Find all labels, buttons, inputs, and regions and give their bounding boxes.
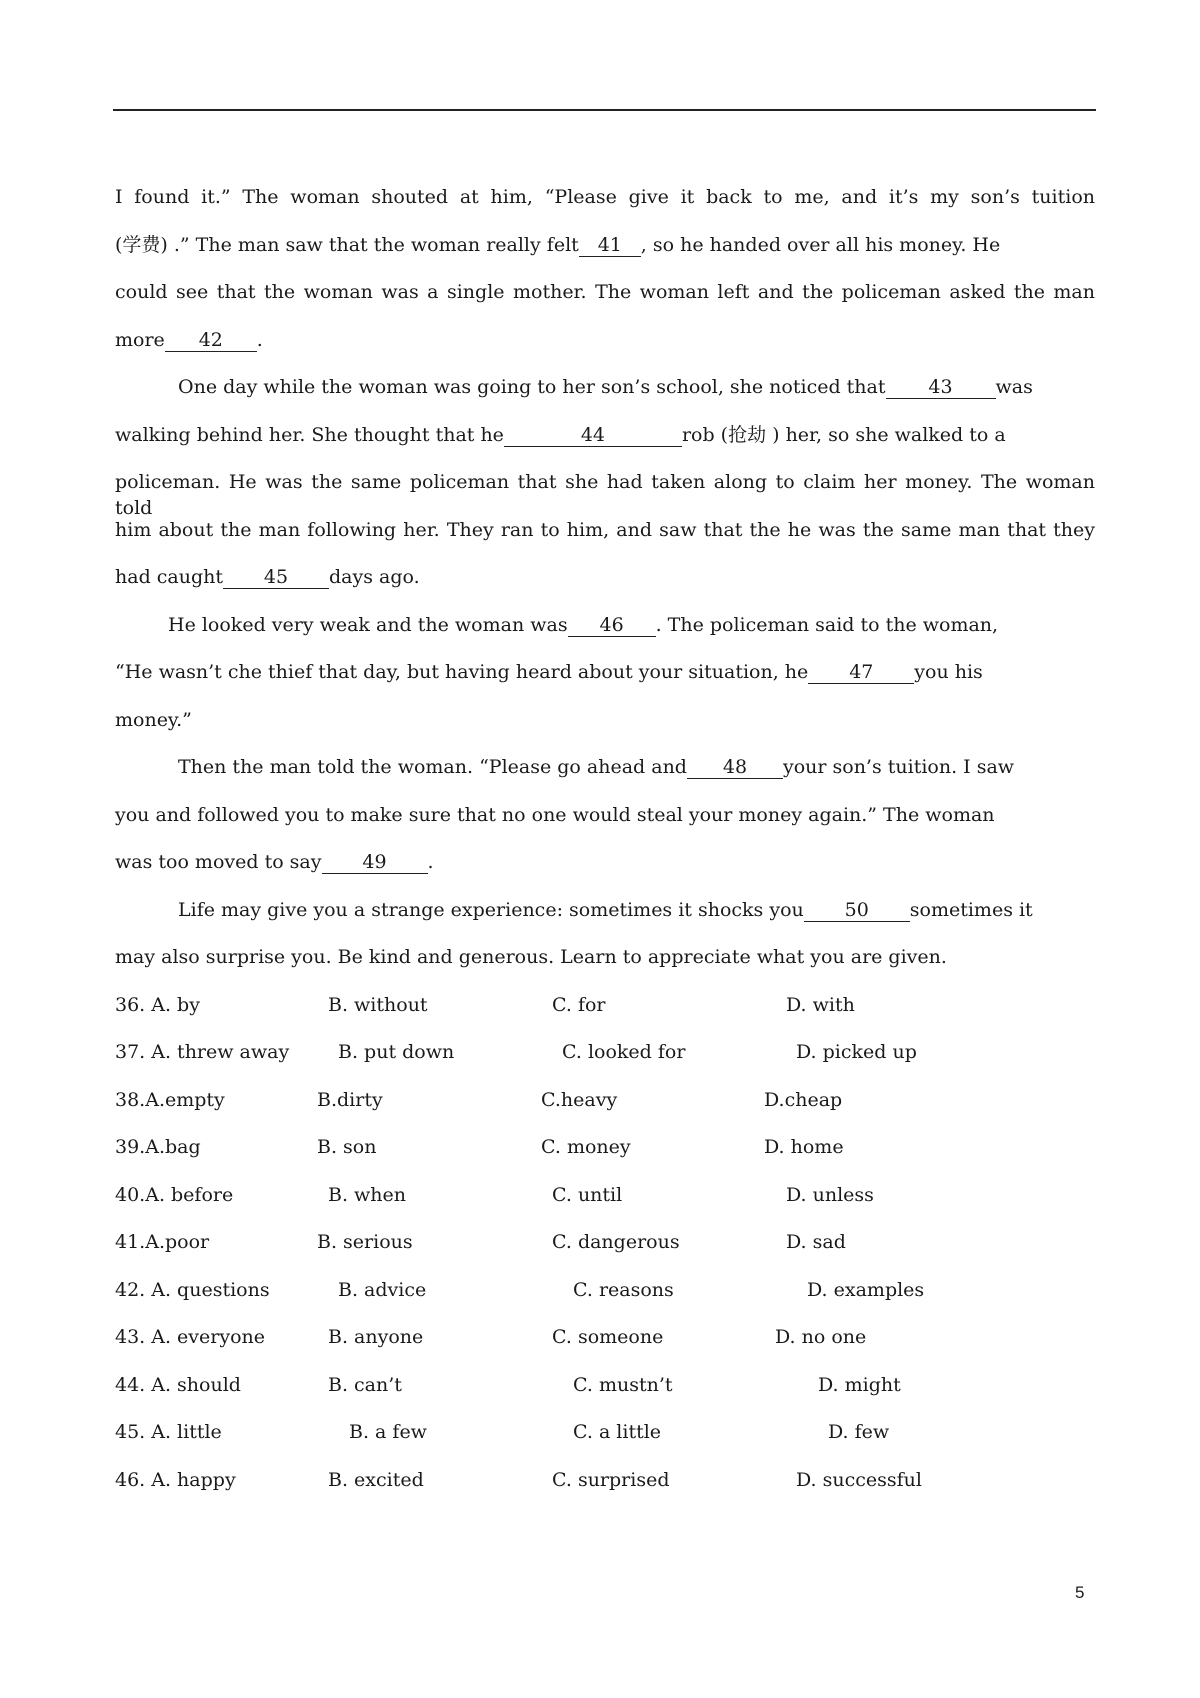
text: (学费) .” The man saw that the woman really felt [115, 234, 579, 256]
option-b: B. excited [328, 1469, 424, 1491]
option-a: 42. A. questions [115, 1279, 270, 1301]
text: He looked very weak and the woman was [168, 614, 568, 636]
text: was too moved to say [115, 851, 322, 873]
text: more [115, 329, 165, 351]
option-d: D. successful [796, 1469, 922, 1491]
page-number: 5 [1075, 1583, 1085, 1602]
option-c: C.heavy [541, 1089, 618, 1111]
blank-47: 47 [808, 661, 914, 684]
option-d: D. no one [775, 1326, 867, 1348]
text: Then the man told the woman. “Please go ahead and [178, 756, 687, 778]
option-c: C. for [552, 994, 606, 1016]
option-c: C. looked for [562, 1041, 686, 1063]
passage-line [178, 754, 1095, 780]
option-a: 36. A. by [115, 994, 200, 1016]
option-b: B. put down [338, 1041, 455, 1063]
option-c: C. reasons [573, 1279, 674, 1301]
option-a: 39.A.bag [115, 1136, 201, 1158]
passage-line [178, 897, 1095, 923]
text: walking behind her. She thought that he [115, 424, 504, 446]
blank-45: 45 [223, 566, 329, 589]
passage-line: could see that the woman was a single mother. The woman left and the policeman asked the man [115, 281, 1095, 303]
option-d: D. few [828, 1421, 890, 1443]
option-b: B. serious [317, 1231, 413, 1253]
blank-44: 44 [504, 424, 682, 447]
text: your son’s tuition. I saw [782, 756, 1015, 778]
option-d: D. picked up [796, 1041, 917, 1063]
option-b: B. a few [349, 1421, 427, 1443]
option-a: 40.A. before [115, 1184, 234, 1206]
blank-49: 49 [322, 851, 428, 874]
option-d: D. with [786, 994, 855, 1016]
option-c: C. someone [552, 1326, 664, 1348]
text: . The policeman said to the woman, [655, 614, 999, 636]
option-c: C. a little [573, 1421, 662, 1443]
option-a: 44. A. should [115, 1374, 241, 1396]
option-d: D.cheap [764, 1089, 843, 1111]
text: had caught [115, 566, 224, 588]
option-b: B. anyone [328, 1326, 424, 1348]
option-a: 37. A. threw away [115, 1041, 290, 1063]
option-b: B. when [328, 1184, 407, 1206]
blank-46: 46 [568, 614, 656, 637]
option-b: B. advice [338, 1279, 427, 1301]
passage-line [115, 564, 1095, 590]
passage-line [115, 422, 1095, 448]
passage-line [115, 327, 1095, 353]
text: . [427, 851, 434, 873]
blank-42: 42 [165, 329, 257, 352]
option-c: C. money [541, 1136, 631, 1158]
option-c: C. until [552, 1184, 623, 1206]
passage-line: may also surprise you. Be kind and generous. Learn to appreciate what you are given. [115, 946, 947, 968]
text: “He wasn’t che thief that day, but having heard about your situation, he [115, 661, 809, 683]
option-d: D. sad [786, 1231, 846, 1253]
option-a: 41.A.poor [115, 1231, 210, 1253]
text: days ago. [329, 566, 420, 588]
option-b: B.dirty [317, 1089, 383, 1111]
text: Life may give you a strange experience: sometimes it shocks you [178, 899, 804, 921]
passage-line: policeman. He was the same policeman that she had taken along to claim her money. The woman told [115, 471, 1095, 519]
option-a: 38.A.empty [115, 1089, 225, 1111]
blank-50: 50 [804, 899, 910, 922]
passage-line: him about the man following her. They ran to him, and saw that the he was the same man that they [115, 519, 1095, 541]
passage-line: I found it.” The woman shouted at him, “Please give it back to me, and it’s my son’s tuition [115, 186, 1095, 208]
option-b: B. can’t [328, 1374, 402, 1396]
option-d: D. home [764, 1136, 844, 1158]
passage-line: money.” [115, 709, 192, 731]
option-c: C. surprised [552, 1469, 670, 1491]
header-rule [113, 109, 1096, 111]
option-d: D. might [818, 1374, 901, 1396]
option-c: C. mustn’t [573, 1374, 673, 1396]
text: , so he handed over all his money. He [640, 234, 1001, 256]
blank-48: 48 [687, 756, 783, 779]
option-b: B. without [328, 994, 428, 1016]
text: you his [914, 661, 983, 683]
option-c: C. dangerous [552, 1231, 680, 1253]
text: rob (抢劫 ) her, so she walked to a [681, 424, 1006, 446]
text: sometimes it [909, 899, 1033, 921]
option-d: D. unless [786, 1184, 874, 1206]
passage-line [115, 659, 1095, 685]
passage-line [115, 232, 1095, 258]
option-d: D. examples [807, 1279, 925, 1301]
option-b: B. son [317, 1136, 377, 1158]
text: . [256, 329, 263, 351]
blank-41: 41 [579, 234, 641, 257]
option-a: 46. A. happy [115, 1469, 236, 1491]
passage-line [115, 849, 1095, 875]
blank-43: 43 [886, 376, 996, 399]
option-a: 43. A. everyone [115, 1326, 266, 1348]
passage-line: you and followed you to make sure that no one would steal your money again.” The woman [115, 804, 995, 826]
option-a: 45. A. little [115, 1421, 222, 1443]
text: was [995, 376, 1033, 398]
passage-line [178, 374, 1095, 400]
passage-line [168, 612, 1095, 638]
text: One day while the woman was going to her son’s school, she noticed that [178, 376, 886, 398]
